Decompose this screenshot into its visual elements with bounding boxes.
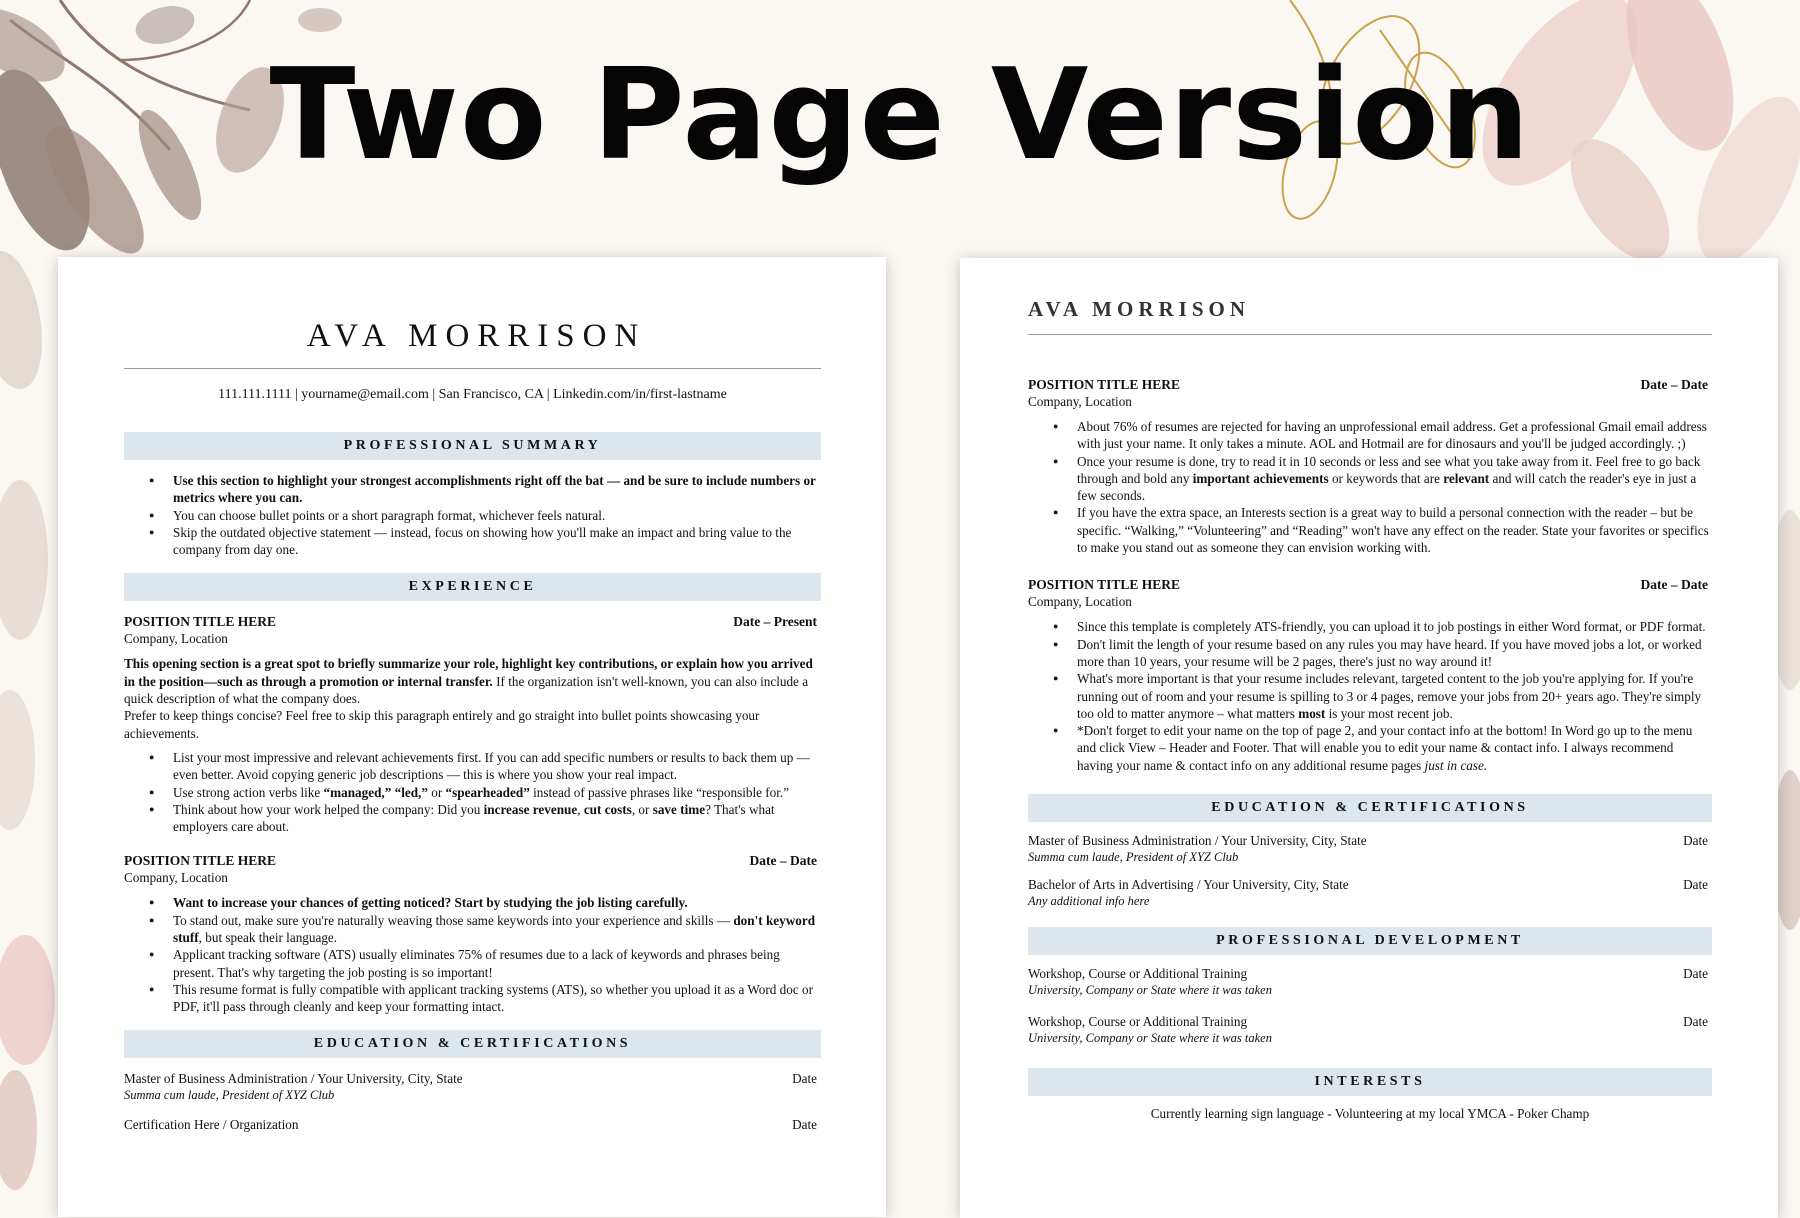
job-dates: Date – Date xyxy=(1640,377,1708,392)
bullet-item xyxy=(173,524,821,559)
job-dates: Date – Date xyxy=(749,853,817,869)
job-intro xyxy=(124,655,821,707)
section-heading-education: EDUCATION & CERTIFICATIONS xyxy=(1028,794,1712,822)
emphasis-text: save time xyxy=(652,801,706,817)
text-run: , xyxy=(577,801,584,817)
section-heading-education: EDUCATION & CERTIFICATIONS xyxy=(124,1030,821,1058)
bullet-item xyxy=(173,981,821,1016)
section-heading-summary: PROFESSIONAL SUMMARY xyxy=(124,432,821,460)
job-entry xyxy=(124,852,821,1015)
education-item xyxy=(124,1070,821,1103)
text-run: , but speak their language. xyxy=(198,930,338,946)
section-heading-interests: INTERESTS xyxy=(1028,1068,1712,1096)
name-divider xyxy=(124,368,821,369)
development-item xyxy=(1028,1013,1712,1046)
emphasis-text: Use this section to highlight your strongest accomplishments right off the bat — and be sure to include numbers or metrics where you can. xyxy=(173,473,816,506)
emphasis-text: increase revenue xyxy=(483,801,578,817)
bullet-item xyxy=(1077,618,1712,635)
education-date: Date xyxy=(1683,833,1708,849)
bullet-item xyxy=(1077,453,1712,505)
job-entry xyxy=(124,613,821,835)
education-degree: Master of Business Administration / Your University, City, State xyxy=(124,1070,463,1086)
job-bullets xyxy=(1028,418,1712,556)
bullet-item xyxy=(1077,636,1712,671)
bullet-item xyxy=(173,749,821,784)
bullet-item xyxy=(1077,418,1712,453)
bullet-item xyxy=(1077,722,1712,774)
job-entry xyxy=(1028,576,1712,774)
education-list xyxy=(1028,832,1712,909)
emphasis-text: Want to increase your chances of getting noticed? Start by studying the job listing carefully. xyxy=(173,895,688,911)
emphasis-text: cut costs xyxy=(583,801,632,817)
education-item xyxy=(1028,832,1712,865)
bullet-item xyxy=(173,801,821,836)
text-run: If you have the extra space, an Interests section is a great way to build a personal connection with the reader – but be specific. “Walking,” “Volunteering” and “Reading” won't have any effect on the reader. State your favorites or specifics to make you stand out as someone they can envision working with. xyxy=(1077,505,1709,556)
emphasis-text: most xyxy=(1298,705,1326,721)
text-run: You can choose bullet points or a short paragraph format, whichever feels natural. xyxy=(173,507,606,523)
emphasis-text: This opening section is a great spot to briefly summarize your role, highlight key contributions, or explain how you arrived in the position—such as through a promotion or internal transfer. xyxy=(124,656,813,689)
training-provider: University, Company or State where it was taken xyxy=(1028,983,1272,998)
job-company: Company, Location xyxy=(124,870,228,886)
education-note: Any additional info here xyxy=(1028,894,1150,909)
training-date: Date xyxy=(1683,966,1708,982)
text-run: This resume format is fully compatible with applicant tracking systems (ATS), so whether you upload it as a Word doc or PDF, it'll pass through cleanly and keep your formatting intact. xyxy=(173,981,813,1015)
development-item xyxy=(1028,965,1712,998)
section-heading-experience: EXPERIENCE xyxy=(124,573,821,601)
text-run: Once your resume is done, try to read it in 10 seconds or less and see what you take away from it. Feel free to go back through and bold any xyxy=(1077,453,1701,486)
text-run: Use strong action verbs like xyxy=(173,784,324,800)
bullet-item xyxy=(173,507,821,524)
text-run: List your most impressive and relevant achievements first. If you can add specific numbers or results to back them up — even better. Avoid copying generic job descriptions — this is where you show your real impact. xyxy=(173,749,810,783)
contact-line: 111.111.1111 | yourname@email.com | San Francisco, CA | Linkedin.com/in/first-lastname xyxy=(218,387,727,402)
text-run: , or xyxy=(631,801,653,817)
text-run: instead of passive phrases like “responsible for.” xyxy=(529,784,790,800)
summary-bullets xyxy=(124,472,821,558)
job-header xyxy=(124,613,821,630)
job-dates: Date – Present xyxy=(733,614,817,630)
education-degree: Bachelor of Arts in Advertising / Your University, City, State xyxy=(1028,877,1349,893)
text-run: What's more important is that your resume includes relevant, targeted content to the job you're applying for. If you're running out of room and your resume is spilling to 3 or 4 pages, remove your jobs from 20+ years ago. They're simply too old to matter anymore – what matters xyxy=(1077,671,1702,721)
training-date: Date xyxy=(1683,1014,1708,1030)
education-item xyxy=(124,1116,821,1133)
education-item xyxy=(1028,876,1712,909)
text-run: Don't limit the length of your resume based on any rules you may have heard. If you have moved jobs a lot, or worked more than 10 years, your resume will be 2 pages, there's just no way around it! xyxy=(1077,636,1702,669)
bullet-item xyxy=(173,946,821,981)
certification-name: Certification Here / Organization xyxy=(124,1116,299,1132)
resume-page-1 xyxy=(58,257,886,1217)
emphasis-text: “spearheaded” xyxy=(445,784,530,800)
italic-text: just in case. xyxy=(1424,757,1488,773)
job-company: Company, Location xyxy=(1028,394,1132,409)
job-header xyxy=(124,852,821,869)
bullet-item xyxy=(1077,670,1712,722)
text-run: About 76% of resumes are rejected for having an unprofessional email address. Get a professional Gmail email address with just your name. It only takes a minute. AOL and Hotmail are for dinosaurs and you'll be judged accordingly. ;) xyxy=(1077,419,1707,452)
education-note: Summa cum laude, President of XYZ Club xyxy=(1028,850,1239,865)
text-run: and will catch the reader's eye in just a few seconds. xyxy=(1077,470,1697,504)
training-provider: University, Company or State where it was taken xyxy=(1028,1031,1272,1046)
text-run: Applicant tracking software (ATS) usually eliminates 75% of resumes due to a lack of keywords and phrases being present. That's why targeting the job posting is so important! xyxy=(173,947,780,980)
bullet-item xyxy=(173,912,821,947)
emphasis-text: important achievements xyxy=(1192,470,1329,486)
resume-name: AVA MORRISON xyxy=(306,318,647,354)
emphasis-text: relevant xyxy=(1443,470,1490,486)
section-heading-development: PROFESSIONAL DEVELOPMENT xyxy=(1028,927,1712,955)
job-title: POSITION TITLE HERE xyxy=(124,614,277,630)
job-title: POSITION TITLE HERE xyxy=(1028,577,1181,593)
text-run: is your most recent job. xyxy=(1325,705,1453,721)
interests-line: Currently learning sign language - Volunteering at my local YMCA - Poker Champ xyxy=(1150,1106,1590,1122)
name-divider xyxy=(1028,334,1712,335)
job-entry xyxy=(1028,376,1712,556)
text-run: To stand out, make sure you're naturally weaving those same keywords into your experience and skills — xyxy=(173,912,734,928)
emphasis-text: “managed,” “led,” xyxy=(323,784,428,800)
training-name: Workshop, Course or Additional Training xyxy=(1028,966,1248,982)
job-dates: Date – Date xyxy=(1640,577,1708,593)
job-intro-secondary: Prefer to keep things concise? Feel free to skip this paragraph entirely and go straight into bullet points showcasing your achievements. xyxy=(124,708,760,741)
text-run: ? That's what employers care about. xyxy=(173,801,775,835)
emphasis-text: don't keyword stuff xyxy=(173,912,816,946)
resume-page-2 xyxy=(960,258,1778,1218)
bullet-item xyxy=(173,784,821,801)
job-header xyxy=(1028,376,1712,393)
job-title: POSITION TITLE HERE xyxy=(124,853,277,869)
education-date: Date xyxy=(1683,877,1708,893)
text-run: *Don't forget to edit your name on the top of page 2, and your contact info at the bottom! In Word go up to the menu and click View – Header and Footer. That will enable you to edit your name & contact info. I always recommend having your name & contact info on any additional resume pages xyxy=(1077,723,1693,773)
text-run: If the organization isn't well-known, you can also include a quick description of what the company does. xyxy=(124,673,809,707)
job-company: Company, Location xyxy=(1028,594,1132,610)
bullet-item xyxy=(173,894,821,911)
text-run: Since this template is completely ATS-friendly, you can upload it to job postings in either Word format, or PDF format. xyxy=(1077,619,1706,635)
job-company: Company, Location xyxy=(124,631,228,647)
job-bullets xyxy=(124,749,821,835)
job-bullets xyxy=(124,894,821,1015)
resume-name: AVA MORRISON xyxy=(1028,297,1251,321)
education-date: Date xyxy=(792,1070,817,1086)
text-run: or keywords that are xyxy=(1328,470,1444,486)
bullet-item xyxy=(173,472,821,507)
education-list xyxy=(124,1070,821,1133)
job-bullets xyxy=(1028,618,1712,774)
banner-title: Two Page Version xyxy=(269,41,1531,188)
bullet-item xyxy=(1077,504,1712,556)
job-title: POSITION TITLE HERE xyxy=(1028,377,1181,392)
education-degree: Master of Business Administration / Your University, City, State xyxy=(1028,833,1367,849)
pale-leaves-left-edge xyxy=(0,246,55,1190)
education-note: Summa cum laude, President of XYZ Club xyxy=(124,1087,335,1102)
text-run: Think about how your work helped the company: Did you xyxy=(173,801,484,817)
development-list xyxy=(1028,965,1712,1046)
training-name: Workshop, Course or Additional Training xyxy=(1028,1014,1248,1030)
certification-date: Date xyxy=(792,1116,817,1132)
text-run: or xyxy=(427,784,446,800)
job-header xyxy=(1028,576,1712,593)
text-run: Skip the outdated objective statement — instead, focus on showing how you'll make an impact and bring value to the company from day one. xyxy=(173,524,792,558)
